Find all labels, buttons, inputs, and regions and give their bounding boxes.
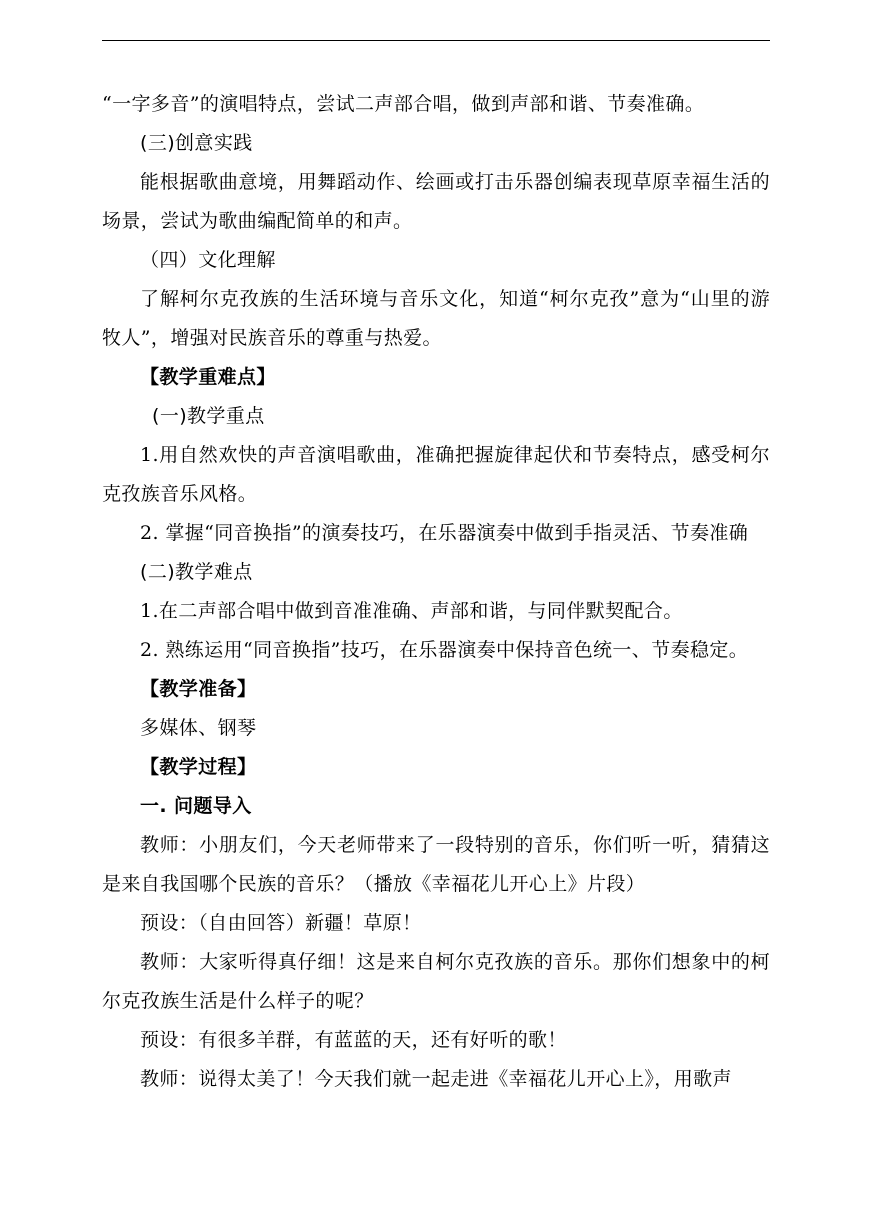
key-point-1: 1.用自然欢快的声音演唱歌曲，准确把握旋律起伏和节奏特点，感受柯尔克孜族音乐风格。 xyxy=(102,444,770,505)
document-body xyxy=(102,85,770,1099)
heading-creative-practice: (三)创意实践 xyxy=(140,132,253,154)
dialogue-teacher-1: 教师：小朋友们，今天老师带来了一段特别的音乐，你们听一听，猜猜这是来自我国哪个民族的音乐？（播放《幸福花儿开心上》片段） xyxy=(102,834,770,895)
heading-key-points: (一)教学重点 xyxy=(152,405,265,427)
dialogue-teacher-3: 教师：说得太美了！今天我们就一起走进《幸福花儿开心上》，用歌声 xyxy=(140,1068,732,1090)
heading-difficult-points: (二)教学难点 xyxy=(140,561,253,583)
paragraph-cultural-understanding: 了解柯尔克孜族的生活环境与音乐文化，知道“柯尔克孜”意为“山里的游牧人”，增强对民族音乐的尊重与热爱。 xyxy=(102,288,770,349)
heading-teaching-process: 【教学过程】 xyxy=(140,756,257,778)
key-point-2: 2. 掌握“同音换指”的演奏技巧，在乐器演奏中做到手指灵活、节奏准确 xyxy=(140,522,749,544)
heading-problem-introduction: 一. 问题导入 xyxy=(140,795,252,817)
paragraph-continuation: “一字多音”的演唱特点，尝试二声部合唱，做到声部和谐、节奏准确。 xyxy=(102,93,705,115)
heading-teaching-preparation: 【教学准备】 xyxy=(140,678,257,700)
dialogue-expected-2: 预设：有很多羊群，有蓝蓝的天，还有好听的歌！ xyxy=(140,1029,567,1051)
heading-key-difficult-points: 【教学重难点】 xyxy=(140,366,276,388)
paragraph-creative-practice: 能根据歌曲意境，用舞蹈动作、绘画或打击乐器创编表现草原幸福生活的场景，尝试为歌曲编配简单的和声。 xyxy=(102,171,770,232)
header-rule xyxy=(102,40,770,41)
heading-cultural-understanding: （四）文化理解 xyxy=(140,249,276,271)
difficult-point-2: 2. 熟练运用“同音换指”技巧，在乐器演奏中保持音色统一、节奏稳定。 xyxy=(140,639,749,661)
paragraph-teaching-preparation: 多媒体、钢琴 xyxy=(140,717,257,739)
dialogue-expected-1: 预设：（自由回答）新疆！草原！ xyxy=(140,912,422,934)
difficult-point-1: 1.在二声部合唱中做到音准准确、声部和谐，与同伴默契配合。 xyxy=(140,600,683,622)
dialogue-teacher-2: 教师：大家听得真仔细！这是来自柯尔克孜族的音乐。那你们想象中的柯尔克孜族生活是什么样子的呢？ xyxy=(102,951,770,1012)
